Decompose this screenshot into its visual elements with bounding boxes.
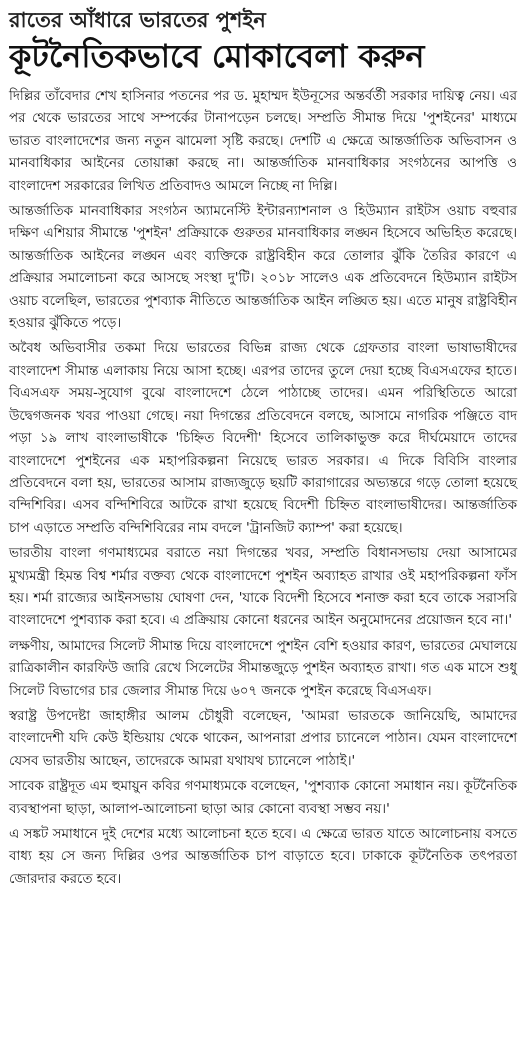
article-paragraph-4: ভারতীয় বাংলা গণমাধ্যমের বরাতে নয়া দিগন্তের খবর, সম্প্রতি বিধানসভায় দেয়া আসামের মুখ্যমন্ত্রী হিমন্ত বিশ্ব শর্মার বক্তব্য থেকে বাংলাদেশে পুশইন অব্যাহত রাখার ওই মহাপরিকল্পনা ফাঁস হয়। শর্মা রাজ্যের আইনসভায় ঘোষণা দেন, 'যাকে বিদেশী হিসেবে শনাক্ত করা হবে তাকে সরাসরি বাংলাদেশে পুশব্যাক করা হবে। এ প্রক্রিয়ায় কোনো ধরনের আইন অনুমোদনের প্রয়োজন হবে না।' — [9, 546, 517, 629]
article-body — [9, 86, 517, 891]
article-headline: কূটনৈতিকভাবে মোকাবেলা করুন — [9, 37, 425, 75]
article-paragraph-8: এ সঙ্কট সমাধানে দুই দেশের মধ্যে আলোচনা হতে হবে। এ ক্ষেত্রে ভারত যাতে আলোচনায় বসতে বাধ্য হয় সে জন্য দিল্লির ওপর আন্তর্জাতিক চাপ বাড়াতে হবে। ঢাকাকে কূটনৈতিক তৎপরতা জোরদার করতে হবে। — [9, 827, 517, 887]
article-paragraph-3: অবৈধ অভিবাসীর তকমা দিয়ে ভারতের বিভিন্ন রাজ্য থেকে গ্রেফতার বাংলা ভাষাভাষীদের বাংলাদেশ সীমান্ত এলাকায় নিয়ে আসা হচ্ছে। এরপর তাদের তুলে দেয়া হচ্ছে বিএসএফের হাতে। বিএসএফ সময়-সুযোগ বুঝে বাংলাদেশে ঠেলে পাঠাচ্ছে তাদের। এমন পরিস্থিতিতে আরো উদ্বেগজনক খবর পাওয়া গেছে। নয়া দিগন্তের প্রতিবেদনে বলছে, আসামে নাগরিক পঞ্জিতে বাদ পড়া ১৯ লাখ বাংলাভাষীকে 'চিহ্নিত বিদেশী' হিসেবে তালিকাভুক্ত করে দীর্ঘমেয়াদে তাদের বাংলাদেশে পুশইনের এক মহাপরিকল্পনা নিয়েছে ভারত সরকার। এ দিকে বিবিসি বাংলার প্রতিবেদনে বলা হয়, ভারতের আসাম রাজ্যজুড়ে ছয়টি কারাগারের অভ্যন্তরে গড়ে তোলা হয়েছে বন্দিশিবির। এসব বন্দিশিবিরে আটকে রাখা হয়েছে বিদেশী চিহ্নিত বাংলাভাষীদের। আন্তর্জাতিক চাপ এড়াতে সম্প্রতি বন্দিশিবিরের নাম বদলে 'ট্রানজিট ক্যাম্প' করা হয়েছে। — [9, 341, 517, 536]
article-paragraph-6: স্বরাষ্ট্র উপদেষ্টা জাহাঙ্গীর আলম চৌধুরী বলেছেন, 'আমরা ভারতকে জানিয়েছি, আমাদের বাংলাদেশী যদি কেউ ইন্ডিয়ায় থেকে থাকেন, আপনারা প্রপার চ্যানেলে পাঠান। যেমন বাংলাদেশে যেসব ভারতীয় আছেন, তাদেরকে আমরা যথাযথ চ্যানেলে পাঠাই।' — [9, 708, 517, 769]
article-paragraph-1: দিল্লির তাঁবেদার শেখ হাসিনার পতনের পর ড. মুহাম্মদ ইউনূসের অন্তর্বর্তী সরকার দায়িত্ব নেয়। এর পর থেকে ভারতের সাথে সম্পর্কের টানাপড়েন চলছে। সম্প্রতি সীমান্ত দিয়ে 'পুশইনের' মাধ্যমে ভারত বাংলাদেশের জন্য নতুন ঝামেলা সৃষ্টি করছে। দেশটি এ ক্ষেত্রে আন্তর্জাতিক অভিবাসন ও মানবাধিকার আইনের তোয়াক্কা করছে না। আন্তর্জাতিক মানবাধিকার সংগঠনের আপত্তি ও বাংলাদেশ সরকারের লিখিত প্রতিবাদও আমলে নিচ্ছে না দিল্লি। — [9, 89, 517, 194]
article-paragraph-7: সাবেক রাষ্ট্রদূত এম হুমায়ুন কবির গণমাধ্যমকে বলেছেন, 'পুশব্যাক কোনো সমাধান নয়। কূটনৈতিক ব্যবস্থাপনা ছাড়া, আলাপ-আলোচনা ছাড়া আর কোনো ব্যবস্থা সম্ভব নয়।' — [9, 779, 517, 817]
article-paragraph-2: আন্তর্জাতিক মানবাধিকার সংগঠন অ্যামনেস্টি ইন্টারন্যাশনাল ও হিউম্যান রাইটস ওয়াচ বহুবার দক্ষিণ এশিয়ার সীমান্তে 'পুশইন' প্রক্রিয়াকে গুরুতর মানবাধিকার লঙ্ঘন হিসেবে অভিহিত করেছে। আন্তর্জাতিক আইনের লঙ্ঘন এবং ব্যক্তিকে রাষ্ট্রবিহীন করে তোলার ঝুঁকি তৈরির কারণে এ প্রক্রিয়ার সমালোচনা করে আসছে সংস্থা দু'টি। ২০১৮ সালেও এক প্রতিবেদনে হিউম্যান রাইটস ওয়াচ বলেছিল, ভারতের পুশব্যাক নীতিতে আন্তর্জাতিক আইন লঙ্ঘিত হয়। এতে মানুষ রাষ্ট্রবিহীন হওয়ার ঝুঁকিতে পড়ে। — [9, 204, 517, 332]
article-kicker: রাতের আঁধারে ভারতের পুশইন — [9, 8, 266, 32]
article-paragraph-5: লক্ষণীয়, আমাদের সিলেট সীমান্ত দিয়ে বাংলাদেশে পুশইন বেশি হওয়ার কারণ, ভারতের মেঘালয়ে রাত্রিকালীন কারফিউ জারি রেখে সিলেটের সীমান্তজুড়ে পুশইন অব্যাহত রাখা। গত এক মাসে শুধু সিলেট বিভাগের চার জেলার সীমান্ত দিয়ে ৬০৭ জনকে পুশইন করেছে বিএসএফ। — [9, 638, 517, 699]
